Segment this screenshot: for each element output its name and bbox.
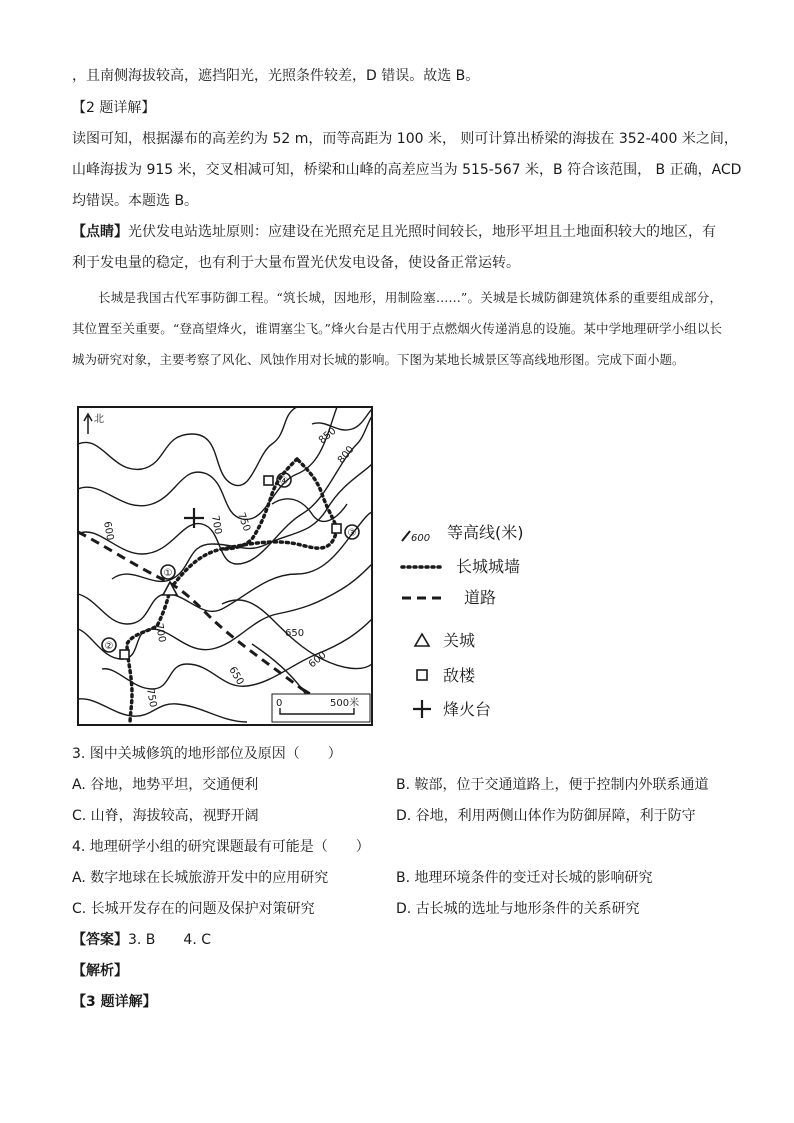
marker-label-2: ② [104,641,114,652]
q3-heading: 【3 题详解】 [72,994,157,1010]
question-3-option-a[interactable]: A. 谷地，地势平坦，交通便利 [72,777,259,793]
question-3-option-b[interactable]: B. 鞍部，位于交通道路上，便于控制内外联系通道 [396,777,709,793]
contour-label: 700 [153,622,168,644]
question-4-option-d[interactable]: D. 古长城的选址与地形条件的关系研究 [396,901,640,917]
svg-text:敌楼: 敌楼 [443,666,476,685]
svg-text:烽火台: 烽火台 [443,700,492,719]
q2-heading: 【2 题详解】 [72,100,156,116]
marker-label-1: ① [163,568,173,579]
question-3-option-c[interactable]: C. 山脊，海拔较高，视野开阔 [72,808,259,824]
question-4-stem: 4. 地理研学小组的研究课题最有可能是（ ） [72,839,370,855]
contour-label: 750 [144,687,159,709]
answer-label: 【答案】 [72,932,128,948]
answer-text: 3. B 4. C [128,932,211,948]
contour-label: 600 [306,649,329,671]
svg-text:道路: 道路 [464,588,497,607]
highlight-line-2: 利于发电量的稳定，也有利于大量布置光伏发电设备，使设备正常运转。 [72,255,520,271]
contour-label: 800 [335,444,357,466]
question-3-stem: 3. 图中关城修筑的地形部位及原因（ ） [72,746,342,762]
answer-line [72,930,211,950]
q2-detail-line-3: 均错误。本题选 B。 [72,193,199,209]
svg-text:600: 600 [411,533,431,544]
svg-text:等高线(米): 等高线(米) [447,523,524,542]
svg-text:500米: 500米 [330,698,360,709]
contour-label: 650 [226,665,246,688]
highlight-label: 【点睛】 [72,224,128,240]
svg-text:0: 0 [276,698,283,709]
question-4-option-b[interactable]: B. 地理环境条件的变迁对长城的影响研究 [396,870,653,886]
dilou-marker-4 [264,476,273,485]
dilou-marker-3 [332,524,341,533]
contour-label: 700 [209,514,224,536]
question-4-option-c[interactable]: C. 长城开发存在的问题及保护对策研究 [72,901,315,917]
contour-label: 750 [235,511,253,533]
question-4-option-a[interactable]: A. 数字地球在长城旅游开发中的应用研究 [72,870,329,886]
contour-map-figure [72,404,552,728]
contour-label: 650 [285,628,305,639]
highlight-text: 光伏发电站选址原则：应建设在光照充足且光照时间较长，地形平坦且土地面积较大的地区，有 [128,224,716,240]
map-legend [402,523,524,719]
svg-text:北: 北 [94,414,104,425]
contour-label: 600 [101,520,116,542]
q2-detail-line-2: 山峰海拔为 915 米，交叉相减可知，桥梁和山峰的高差应当为 515-567 米，B 符合该范围， B 正确，ACD [72,162,742,178]
marker-label-3: ③ [347,528,357,539]
marker-label-4: ④ [279,476,289,487]
dilou-marker-2 [120,650,129,659]
map-frame [78,407,372,725]
scale-bar [272,694,370,722]
svg-text:关城: 关城 [443,631,476,650]
q2-detail-line-1: 读图可知，根据瀑布的高差约为 52 m，而等高距为 100 米， 则可计算出桥梁的海拔在 352-400 米之间， [72,131,738,147]
question-3-option-d[interactable]: D. 谷地，利用两侧山体作为防御屏障，利于防守 [396,808,696,824]
highlight-line-1 [72,222,716,242]
reading-passage: 长城是我国古代军事防御工程。“筑长城，因地形，用制险塞……”。关城是长城防御建筑体系的重要组成部分，其位置至关重要。“登高望烽火，谁谓塞尘飞。”烽火台是古代用于点燃烟火传递消息的设施。某中学地理研学小组以长城为研究对象，主要考察了风化、风蚀作用对长城的影响。下图为某地长城景区等高线地形图。完成下面小题。 [72,290,722,367]
prev-answer-line: ，且南侧海拔较高，遮挡阳光，光照条件较差，D 错误。故选 B。 [72,68,480,84]
svg-text:长城城墙: 长城城墙 [456,557,521,576]
analysis-label: 【解析】 [72,963,128,979]
contour-label: 850 [316,425,339,447]
